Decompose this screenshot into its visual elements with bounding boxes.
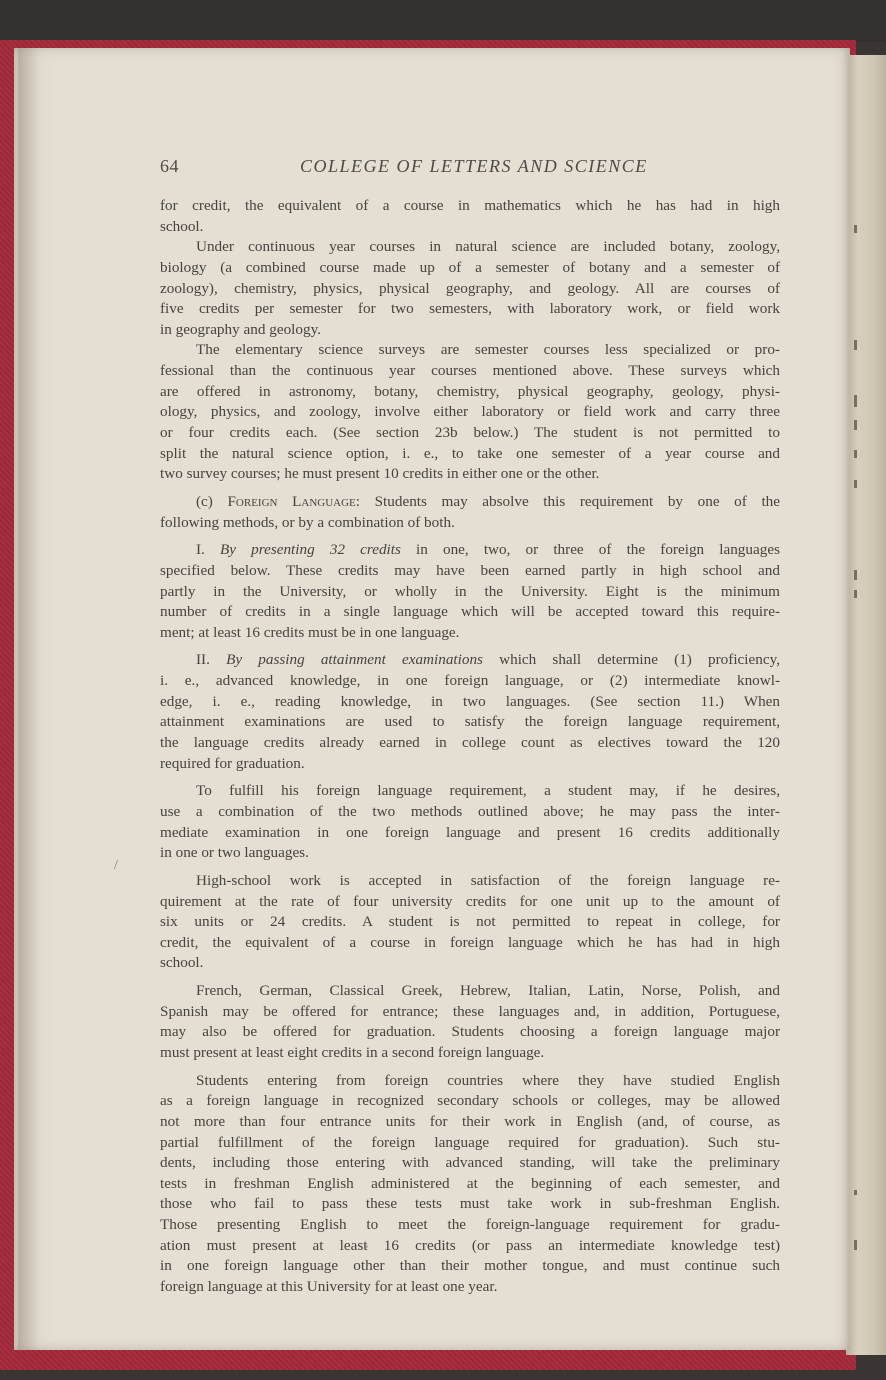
text-line: French, German, Classical Greek, Hebrew, Italian, Latin, Norse, Polish, and bbox=[196, 982, 780, 1000]
text-line: may also be offered for graduation. Students choosing a foreign language major bbox=[160, 1023, 780, 1041]
text-line: Those presenting English to meet the foreign-language requirement for gradu- bbox=[160, 1216, 780, 1234]
text-line: mediate examination in one foreign language and present 16 credits additionally bbox=[160, 823, 780, 841]
text-line: partial fulfillment of the foreign language required for graduation). Such stu- bbox=[160, 1133, 780, 1151]
text-line: number of credits in a single language which will be accepted toward this require- bbox=[160, 603, 780, 621]
paragraph-p2 bbox=[160, 237, 780, 340]
text-line: those who fail to pass these tests must take work in sub-freshman English. bbox=[160, 1195, 780, 1213]
paragraph-p10 bbox=[160, 1071, 780, 1298]
text-line: Under continuous year courses in natural science are included botany, zoology, bbox=[196, 238, 780, 256]
text-line: following methods, or by a combination of both. bbox=[160, 513, 455, 531]
text-line: partly in the University, or wholly in the University. Eight is the minimum bbox=[160, 582, 780, 600]
paragraph-p8 bbox=[160, 871, 780, 974]
paragraph-lead: (c) bbox=[196, 492, 228, 510]
text-line: six units or 24 credits. A student is not permitted to repeat in college, for bbox=[160, 913, 780, 931]
text-line: Students entering from foreign countries where they have studied English bbox=[196, 1071, 780, 1089]
text-line: edge, i. e., reading knowledge, in two languages. (See section 11.) When bbox=[160, 692, 780, 710]
text-line: attainment examinations are used to satisfy the foreign language requirement, bbox=[160, 713, 780, 731]
section-heading-smallcaps: Foreign Language bbox=[227, 492, 356, 510]
text-line: two survey courses; he must present 10 credits in either one or the other. bbox=[160, 465, 600, 483]
text-line: biology (a combined course made up of a semester of botany and a semester of bbox=[160, 258, 780, 276]
text-line: for credit, the equivalent of a course in mathematics which he has had in high bbox=[160, 197, 780, 214]
text-line: are offered in astronomy, botany, chemistry, physical geography, geology, physi- bbox=[160, 382, 780, 400]
text-line: as a foreign language in recognized secondary schools or colleges, may be allowed bbox=[160, 1092, 780, 1110]
facing-page-edge bbox=[846, 55, 886, 1355]
line-text: : Students may absolve this requirement by one of the bbox=[355, 492, 781, 510]
text-line bbox=[160, 650, 780, 671]
text-line: in one foreign language other than their mother tongue, and must continue such bbox=[160, 1257, 780, 1275]
text-line: use a combination of the two methods outlined above; he may pass the inter- bbox=[160, 802, 780, 820]
text-line: the language credits already earned in college count as electives toward the 120 bbox=[160, 734, 780, 752]
paragraph-lead: II. bbox=[196, 651, 227, 669]
text-line: fessional than the continuous year courses mentioned above. These surveys which bbox=[160, 362, 780, 380]
line-text: in one, two, or three of the foreign languages bbox=[400, 541, 780, 559]
text-line: i. e., advanced knowledge, in one foreign language, or (2) intermediate knowl- bbox=[160, 672, 780, 690]
text-line: The elementary science surveys are semester courses less specialized or pro- bbox=[196, 341, 780, 359]
text-line: or four credits each. (See section 23b below.) The student is not permitted to bbox=[160, 424, 780, 442]
text-line: ment; at least 16 credits must be in one language. bbox=[160, 623, 460, 641]
text-line: Spanish may be offered for entrance; these languages and, in addition, Portuguese, bbox=[160, 1002, 780, 1020]
text-line bbox=[160, 540, 780, 561]
text-line: To fulfill his foreign language requirement, a student may, if he desires, bbox=[196, 782, 780, 800]
paragraph-p4 bbox=[160, 492, 780, 533]
text-line: ation must present at least 16 credits (or pass an intermediate knowledge test) bbox=[160, 1236, 780, 1254]
text-line: specified below. These credits may have been earned partly in high school and bbox=[160, 561, 780, 579]
paragraph-p3 bbox=[160, 340, 780, 484]
text-line bbox=[160, 492, 780, 513]
page-header bbox=[160, 156, 780, 182]
paragraph-p9 bbox=[160, 981, 780, 1064]
text-line: in geography and geology. bbox=[160, 320, 321, 338]
paragraph-lead: I. bbox=[196, 541, 220, 559]
paragraph-p5 bbox=[160, 540, 780, 643]
margin-pencil-mark: / bbox=[114, 858, 118, 873]
text-line: quirement at the rate of four university credits for one unit up to the amount of bbox=[160, 892, 780, 910]
text-line: ology, physics, and zoology, involve either laboratory or field work and carry three bbox=[160, 403, 780, 421]
text-line: credit, the equivalent of a course in foreign language which he has had in high bbox=[160, 933, 780, 951]
italic-heading: By presenting 32 credits bbox=[219, 541, 401, 559]
text-line: in one or two languages. bbox=[160, 844, 309, 862]
body-text bbox=[160, 196, 780, 1298]
page-number: 64 bbox=[160, 156, 179, 176]
text-line: zoology), chemistry, physics, physical geography, and geology. All are courses of bbox=[160, 279, 780, 297]
text-line: dents, including those entering with advanced standing, will take the preliminary bbox=[160, 1154, 780, 1172]
background-top bbox=[0, 0, 886, 42]
text-line: school. bbox=[160, 217, 204, 235]
line-text: which shall determine (1) proficiency, bbox=[482, 651, 780, 669]
page-gutter-shadow bbox=[18, 48, 40, 1350]
text-line: required for graduation. bbox=[160, 754, 305, 772]
paragraph-p1 bbox=[160, 196, 780, 237]
text-line: split the natural science option, i. e., to take one semester of a year course and bbox=[160, 444, 780, 462]
text-line: school. bbox=[160, 954, 204, 972]
text-line: foreign language at this University for at least one year. bbox=[160, 1278, 498, 1296]
text-line: not more than four entrance units for their work in English (and, of course, as bbox=[160, 1112, 780, 1130]
paragraph-p7 bbox=[160, 781, 780, 864]
text-line: tests in freshman English administered at the beginning of each semester, and bbox=[160, 1174, 780, 1192]
running-head: COLLEGE OF LETTERS AND SCIENCE bbox=[300, 156, 648, 176]
text-line: must present at least eight credits in a second foreign language. bbox=[160, 1043, 545, 1061]
paragraph-p6 bbox=[160, 650, 780, 774]
text-line: five credits per semester for two semesters, with laboratory work, or field work bbox=[160, 300, 780, 318]
text-line: High-school work is accepted in satisfaction of the foreign language re- bbox=[196, 871, 780, 889]
italic-heading: By passing attainment examinations bbox=[226, 651, 483, 669]
